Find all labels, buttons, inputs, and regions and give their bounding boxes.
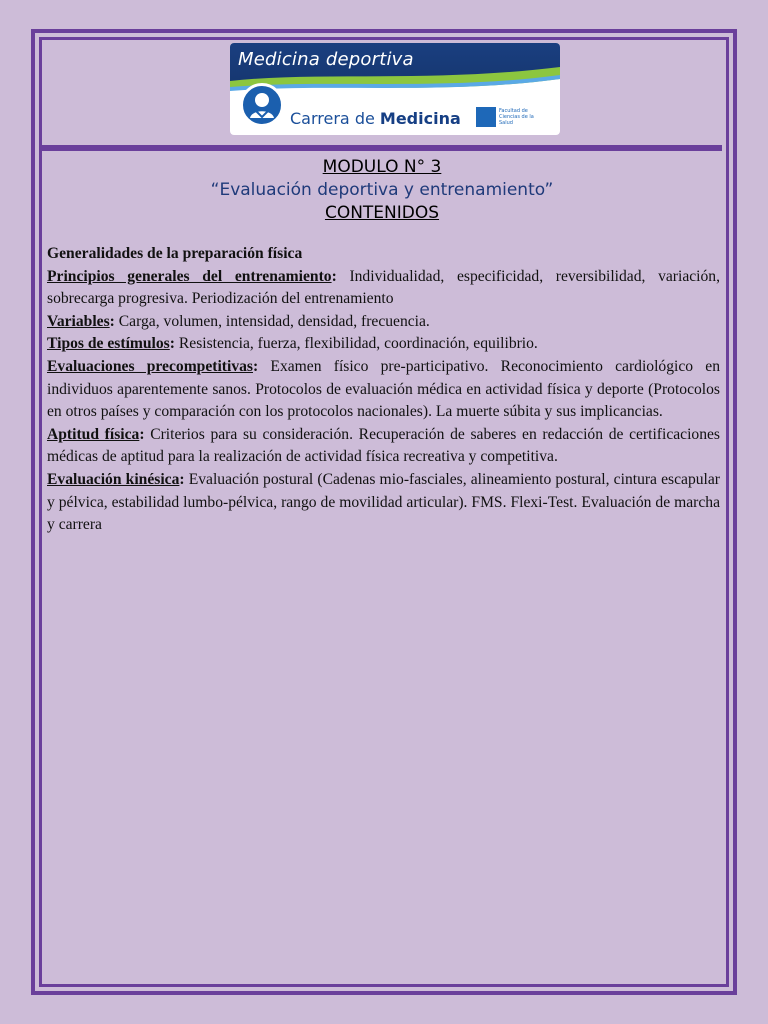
- item-colon: :: [109, 312, 115, 330]
- banner-career-prefix: Carrera de: [290, 109, 380, 128]
- item-colon: :: [253, 357, 259, 375]
- faculty-mark-icon: [476, 107, 496, 127]
- content-item: [47, 469, 720, 537]
- item-term: Principios generales del entrenamiento: [47, 267, 332, 285]
- item-text: Resistencia, fuerza, flexibilidad, coordinación, equilibrio.: [174, 335, 538, 353]
- item-text: Carga, volumen, intensidad, densidad, frecuencia.: [114, 312, 430, 330]
- item-text: Evaluación postural (Cadenas mio-fasciales, alineamiento postural, cintura escapular y pélvica, estabilidad lumbo-pélvica, rango de movilidad articular). FMS. Flexi-Test. Evaluación de marcha y carrera: [47, 470, 720, 534]
- content-item: [47, 356, 720, 424]
- item-term: Evaluaciones precompetitivas: [47, 357, 253, 375]
- item-colon: :: [139, 425, 145, 443]
- contents-heading: CONTENIDOS: [324, 203, 440, 223]
- item-term: Tipos de estímulos: [47, 335, 170, 353]
- content-item: [47, 333, 720, 356]
- faculty-text: Facultad de Ciencias de la Salud: [499, 108, 534, 126]
- banner-title: Medicina deportiva: [238, 49, 414, 70]
- content-item: [47, 311, 720, 334]
- item-term: Variables: [47, 312, 110, 330]
- banner-career: [290, 109, 461, 128]
- banner-career-bold: Medicina: [379, 109, 461, 128]
- item-term: Evaluación kinésica: [47, 470, 180, 488]
- doctor-avatar-icon: [240, 83, 284, 127]
- item-colon: :: [331, 267, 337, 285]
- module-headings: [42, 156, 722, 225]
- item-text: Individualidad, especificidad, reversibilidad, variación, sobrecarga progresiva. Periodización del entrenamiento: [47, 267, 720, 308]
- intro-line: Generalidades de la preparación física: [47, 245, 303, 262]
- item-text: Criterios para su consideración. Recuperación de saberes en redacción de certificaciones médicas de aptitud para la realización de actividad física recreativa y competitiva.: [47, 425, 720, 466]
- content-item: [47, 424, 720, 469]
- course-banner: [230, 43, 560, 135]
- item-colon: :: [179, 470, 185, 488]
- content-item: [47, 266, 720, 311]
- header-divider: [42, 145, 722, 151]
- item-colon: :: [169, 335, 175, 353]
- item-term: Aptitud física: [47, 425, 140, 443]
- module-title: “Evaluación deportiva y entrenamiento”: [210, 180, 554, 200]
- item-text: Examen físico pre-participativo. Reconocimiento cardiológico en individuos aparentemente sanos. Protocolos de evaluación médica en actividad física y deporte (Protocolos en otros países y comparación con los protocolos nacionales). La muerte súbita y sus implicancias.: [47, 357, 720, 421]
- contents-body: [47, 243, 720, 537]
- module-number: MODULO N° 3: [322, 157, 442, 177]
- faculty-logo: [476, 107, 547, 127]
